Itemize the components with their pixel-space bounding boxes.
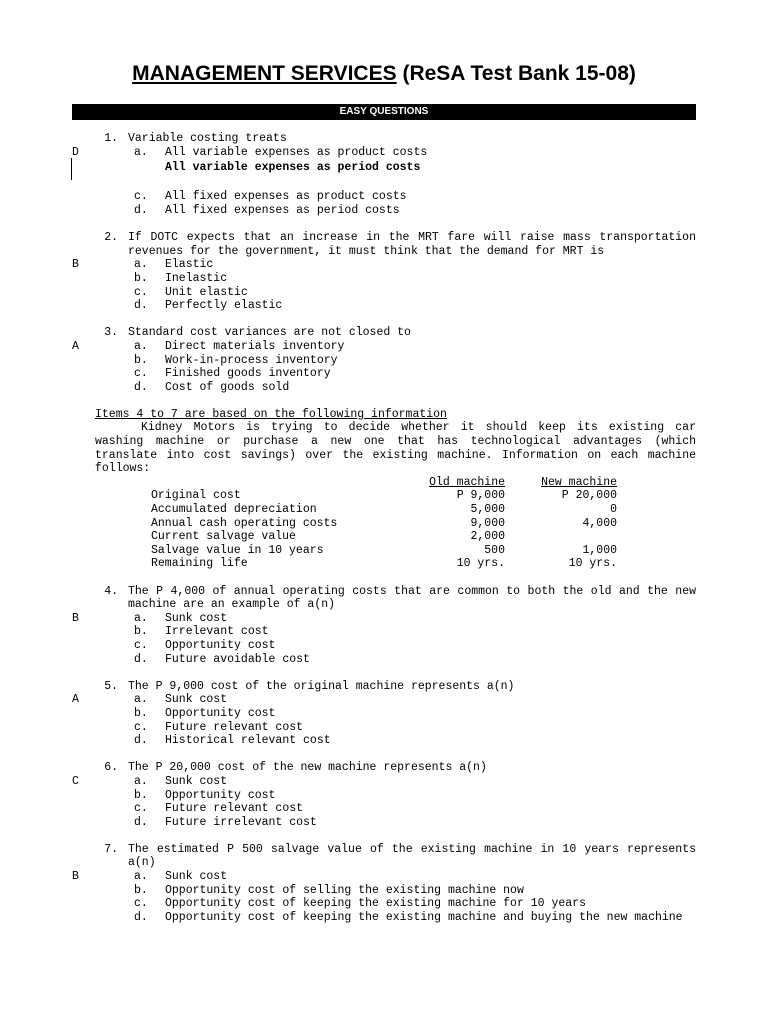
row-label: Salvage value in 10 years xyxy=(151,543,324,557)
option-text: Irrelevant cost xyxy=(165,625,269,639)
info-paragraph: Kidney Motors is trying to decide whether it should keep its existing car washing machine or purchase a new one that has technological advantages (which translate into cost savings) over the existing machine. Information on each machine follows: xyxy=(95,421,696,476)
question-number: 6. xyxy=(104,761,118,775)
question-stem: Standard cost variances are not closed to xyxy=(128,326,411,340)
option-text: All variable expenses as period costs xyxy=(165,161,421,175)
option-text: Finished goods inventory xyxy=(165,367,331,381)
option-text: Sunk cost xyxy=(165,611,228,625)
table-row xyxy=(72,557,696,571)
option-letter: d. xyxy=(134,652,148,666)
table-header-row xyxy=(72,476,696,490)
option-text: Direct materials inventory xyxy=(165,339,345,353)
option-letter: d. xyxy=(134,734,148,748)
option-text: Opportunity cost xyxy=(165,638,276,652)
column-header-new: New machine xyxy=(541,475,617,489)
option-letter: d. xyxy=(134,380,148,394)
option-text: Unit elastic xyxy=(165,285,248,299)
option-letter: a. xyxy=(134,611,148,625)
answer-key: B xyxy=(72,870,79,884)
question-3 xyxy=(72,326,696,394)
option-letter: d. xyxy=(134,910,148,924)
option-letter: c. xyxy=(134,190,148,204)
option-text: Future relevant cost xyxy=(165,802,304,816)
page-title xyxy=(0,62,768,86)
option-letter: d. xyxy=(134,203,148,217)
table-row xyxy=(72,503,696,517)
new-value: 4,000 xyxy=(582,516,617,530)
option-text: Opportunity cost of keeping the existing machine and buying the new machine xyxy=(165,910,683,924)
row-label: Original cost xyxy=(151,489,241,503)
question-number: 2. xyxy=(104,231,118,245)
info-header: Items 4 to 7 are based on the following information xyxy=(95,407,447,421)
option-text: Opportunity cost of keeping the existing machine for 10 years xyxy=(165,897,586,911)
new-value: P 20,000 xyxy=(561,489,617,503)
table-row xyxy=(72,517,696,531)
column-header-old: Old machine xyxy=(429,475,505,489)
option-letter: b. xyxy=(134,353,148,367)
question-6 xyxy=(72,761,696,829)
question-number: 1. xyxy=(104,132,118,145)
question-number: 3. xyxy=(104,326,118,340)
option-letter: d. xyxy=(134,299,148,313)
text-cursor xyxy=(71,158,72,180)
answer-key: A xyxy=(72,339,79,353)
option-letter: c. xyxy=(134,638,148,652)
old-value: 5,000 xyxy=(470,503,505,517)
table-row xyxy=(72,544,696,558)
option-text: Work-in-process inventory xyxy=(165,353,338,367)
old-value: 9,000 xyxy=(470,516,505,530)
machine-table xyxy=(72,476,696,571)
option-letter: c. xyxy=(134,720,148,734)
row-label: Remaining life xyxy=(151,557,248,571)
question-number: 5. xyxy=(104,679,118,693)
question-stem: The P 9,000 cost of the original machine represents a(n) xyxy=(128,679,515,693)
option-text: All variable expenses as product costs xyxy=(165,145,428,159)
option-text: Opportunity cost xyxy=(165,706,276,720)
new-value: 0 xyxy=(610,503,617,517)
question-stem: If DOTC expects that an increase in the MRT fare will raise mass transportation revenues for the government, it must think that the demand for MRT is xyxy=(128,231,696,258)
table-row xyxy=(72,489,696,503)
question-stem: The estimated P 500 salvage value of the existing machine in 10 years represents a(n) xyxy=(128,842,696,870)
question-number: 7. xyxy=(104,842,118,856)
option-letter: a. xyxy=(134,339,148,353)
option-text: Opportunity cost of selling the existing machine now xyxy=(165,883,524,897)
option-text: Opportunity cost xyxy=(165,788,276,802)
option-letter: c. xyxy=(134,802,148,816)
old-value: 2,000 xyxy=(470,530,505,544)
option-letter: c. xyxy=(134,897,148,911)
section-label: EASY QUESTIONS xyxy=(339,106,429,117)
option-letter: b. xyxy=(134,883,148,897)
new-value: 1,000 xyxy=(582,543,617,557)
title-main: MANAGEMENT SERVICES xyxy=(132,62,397,85)
question-number: 4. xyxy=(104,584,118,598)
option-text: Cost of goods sold xyxy=(165,380,290,394)
option-letter: a. xyxy=(134,774,148,788)
option-letter: a. xyxy=(134,870,148,884)
new-value xyxy=(505,530,617,544)
question-stem: Variable costing treats xyxy=(128,132,287,145)
option-text: Historical relevant cost xyxy=(165,734,331,748)
info-block xyxy=(72,408,696,571)
option-text: Future irrelevant cost xyxy=(165,815,317,829)
answer-key: D xyxy=(72,145,79,159)
option-text: Sunk cost xyxy=(165,774,228,788)
option-text: Future avoidable cost xyxy=(165,652,310,666)
new-value: 10 yrs. xyxy=(568,557,617,571)
question-stem: The P 4,000 of annual operating costs that are common to both the old and the new machine are an example of a(n) xyxy=(128,584,696,612)
option-letter: d. xyxy=(134,815,148,829)
row-label: Annual cash operating costs xyxy=(151,516,338,530)
answer-key: A xyxy=(72,693,79,707)
row-label: Accumulated depreciation xyxy=(151,503,317,517)
old-value: 500 xyxy=(484,543,505,557)
option-text: Sunk cost xyxy=(165,693,228,707)
question-4 xyxy=(72,585,696,667)
old-value: 10 yrs. xyxy=(456,557,505,571)
question-2 xyxy=(72,231,696,313)
option-letter: a. xyxy=(134,258,148,272)
table-row xyxy=(72,530,696,544)
option-letter: b. xyxy=(134,788,148,802)
option-text: Future relevant cost xyxy=(165,720,304,734)
title-sub: (ReSA Test Bank 15-08) xyxy=(402,62,636,85)
option-text: All fixed expenses as product costs xyxy=(165,190,407,204)
question-1 xyxy=(72,132,696,218)
option-letter: b. xyxy=(134,271,148,285)
old-value: P 9,000 xyxy=(456,489,505,503)
question-5 xyxy=(72,680,696,748)
option-letter xyxy=(134,161,165,175)
answer-key: C xyxy=(72,774,79,788)
question-stem: The P 20,000 cost of the new machine represents a(n) xyxy=(128,761,487,775)
section-bar xyxy=(72,104,696,120)
answer-key: B xyxy=(72,258,79,272)
option-letter: a. xyxy=(134,693,148,707)
question-body xyxy=(72,132,696,938)
option-letter: b. xyxy=(134,625,148,639)
option-text: Elastic xyxy=(165,258,214,272)
option-letter: c. xyxy=(134,367,148,381)
option-text: Inelastic xyxy=(165,271,228,285)
option-text: All fixed expenses as period costs xyxy=(165,203,400,217)
option-letter: a. xyxy=(134,145,148,159)
option-text: Sunk cost xyxy=(165,870,228,884)
answer-key: B xyxy=(72,611,79,625)
option-letter: b. xyxy=(134,706,148,720)
row-label: Current salvage value xyxy=(151,530,296,544)
option-letter: c. xyxy=(134,285,148,299)
option-text: Perfectly elastic xyxy=(165,299,283,313)
question-7 xyxy=(72,843,696,925)
